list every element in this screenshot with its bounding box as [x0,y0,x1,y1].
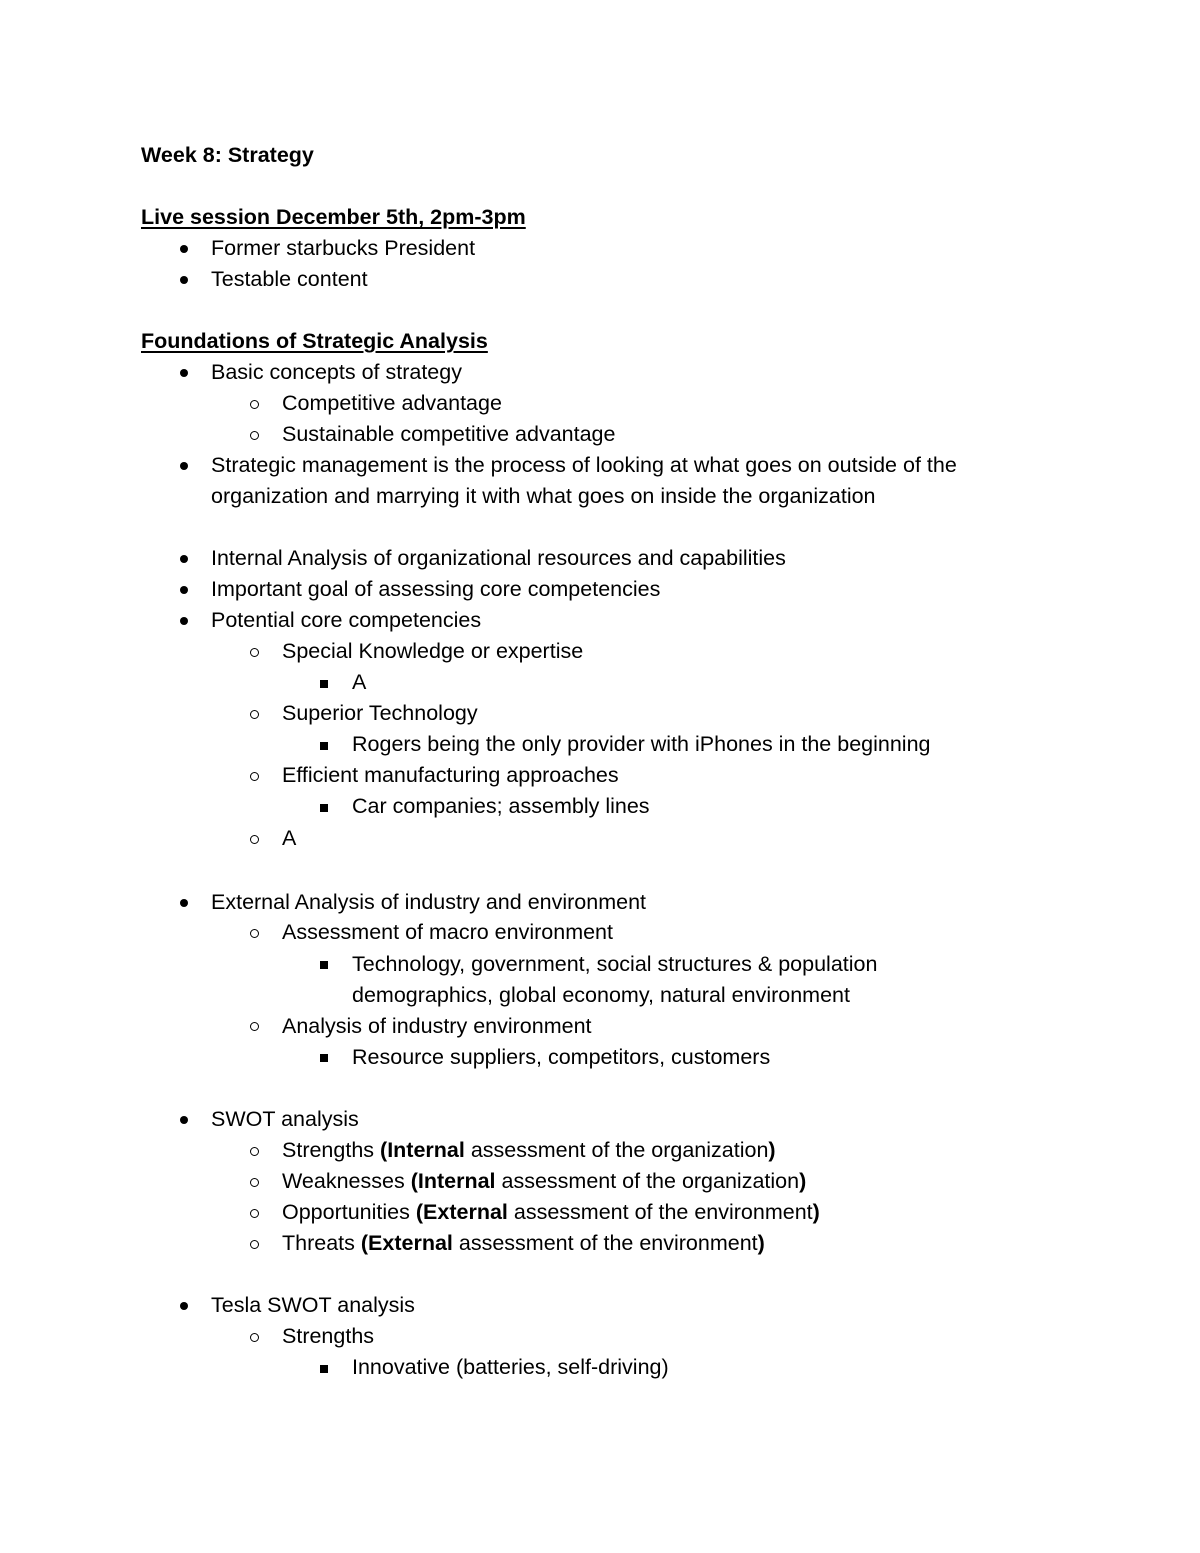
foundations-heading: Foundations of Strategic Analysis [141,329,488,353]
disc-bullet-icon [180,586,188,594]
list-item: Special Knowledge or expertise [282,639,584,663]
swot-close-paren: ) [757,1231,765,1255]
swot-close-paren: ) [768,1138,776,1162]
swot-item-threats [282,1228,765,1259]
list-item: Sustainable competitive advantage [282,422,616,446]
circle-bullet-icon [250,1333,259,1342]
list-item: Strategic management is the process of looking at what goes on outside of the [211,453,957,477]
swot-item-kind: Internal [417,1169,496,1193]
swot-open-paren: ( [360,1231,369,1255]
list-item: Resource suppliers, competitors, customers [352,1045,771,1069]
disc-bullet-icon [180,462,188,470]
list-item-continuation: demographics, global economy, natural environment [352,983,850,1007]
square-bullet-icon [320,804,328,812]
circle-bullet-icon [250,772,259,781]
circle-bullet-icon [250,1147,259,1156]
list-item: Innovative (batteries, self-driving) [352,1355,669,1379]
list-item: SWOT analysis [211,1107,359,1131]
page-title: Week 8: Strategy [141,143,314,167]
swot-item-rest: assessment of the environment [452,1231,758,1255]
list-item: Potential core competencies [211,608,482,632]
list-item: Internal Analysis of organizational resources and capabilities [211,546,786,570]
disc-bullet-icon [180,1302,188,1310]
list-item: Former starbucks President [211,236,476,260]
swot-item-rest: assessment of the organization [464,1138,769,1162]
circle-bullet-icon [250,929,259,938]
swot-item-kind: Internal [387,1138,465,1162]
swot-item-strengths [282,1135,776,1166]
circle-bullet-icon [250,431,259,440]
list-item: Technology, government, social structures & population [352,952,878,976]
swot-open-paren: ( [410,1169,418,1193]
swot-item-kind: External [368,1231,453,1255]
swot-item-name: Opportunities [282,1200,410,1224]
disc-bullet-icon [180,617,188,625]
list-item: Rogers being the only provider with iPhones in the beginning [352,732,931,756]
list-item: Testable content [211,267,368,291]
list-item: Car companies; assembly lines [352,794,650,818]
circle-bullet-icon [250,648,259,657]
list-item: Strengths [282,1324,375,1348]
swot-item-opportunities [282,1197,820,1228]
circle-bullet-icon [250,400,259,409]
list-item: Superior Technology [282,701,478,725]
swot-open-paren: ( [415,1200,424,1224]
list-item: A [282,826,297,850]
square-bullet-icon [320,680,328,688]
square-bullet-icon [320,1054,328,1062]
disc-bullet-icon [180,245,188,253]
swot-item-kind: External [423,1200,508,1224]
swot-item-weaknesses [282,1166,806,1197]
square-bullet-icon [320,961,328,969]
list-item: Basic concepts of strategy [211,360,462,384]
list-item: Efficient manufacturing approaches [282,763,619,787]
disc-bullet-icon [180,555,188,563]
list-item: Analysis of industry environment [282,1014,592,1038]
square-bullet-icon [320,1365,328,1373]
swot-item-rest: assessment of the organization [495,1169,800,1193]
swot-item-name: Strengths [282,1138,375,1162]
list-item: Tesla SWOT analysis [211,1293,415,1317]
list-item: External Analysis of industry and environment [211,890,647,914]
disc-bullet-icon [180,369,188,377]
circle-bullet-icon [250,710,259,719]
circle-bullet-icon [250,1178,259,1187]
list-item-continuation: organization and marrying it with what goes on inside the organization [211,484,876,508]
swot-close-paren: ) [812,1200,820,1224]
list-item: Assessment of macro environment [282,920,613,944]
swot-open-paren: ( [380,1138,388,1162]
list-item: A [352,670,367,694]
list-item: Competitive advantage [282,391,502,415]
live-session-heading: Live session December 5th, 2pm-3pm [141,205,526,229]
list-item: Important goal of assessing core competencies [211,577,661,601]
swot-item-name: Weaknesses [282,1169,405,1193]
swot-item-name: Threats [282,1231,355,1255]
disc-bullet-icon [180,1116,188,1124]
square-bullet-icon [320,742,328,750]
disc-bullet-icon [180,276,188,284]
swot-item-rest: assessment of the environment [507,1200,813,1224]
circle-bullet-icon [250,1209,259,1218]
circle-bullet-icon [250,1022,259,1031]
circle-bullet-icon [250,1240,259,1249]
disc-bullet-icon [180,899,188,907]
swot-close-paren: ) [799,1169,807,1193]
circle-bullet-icon [250,835,259,844]
